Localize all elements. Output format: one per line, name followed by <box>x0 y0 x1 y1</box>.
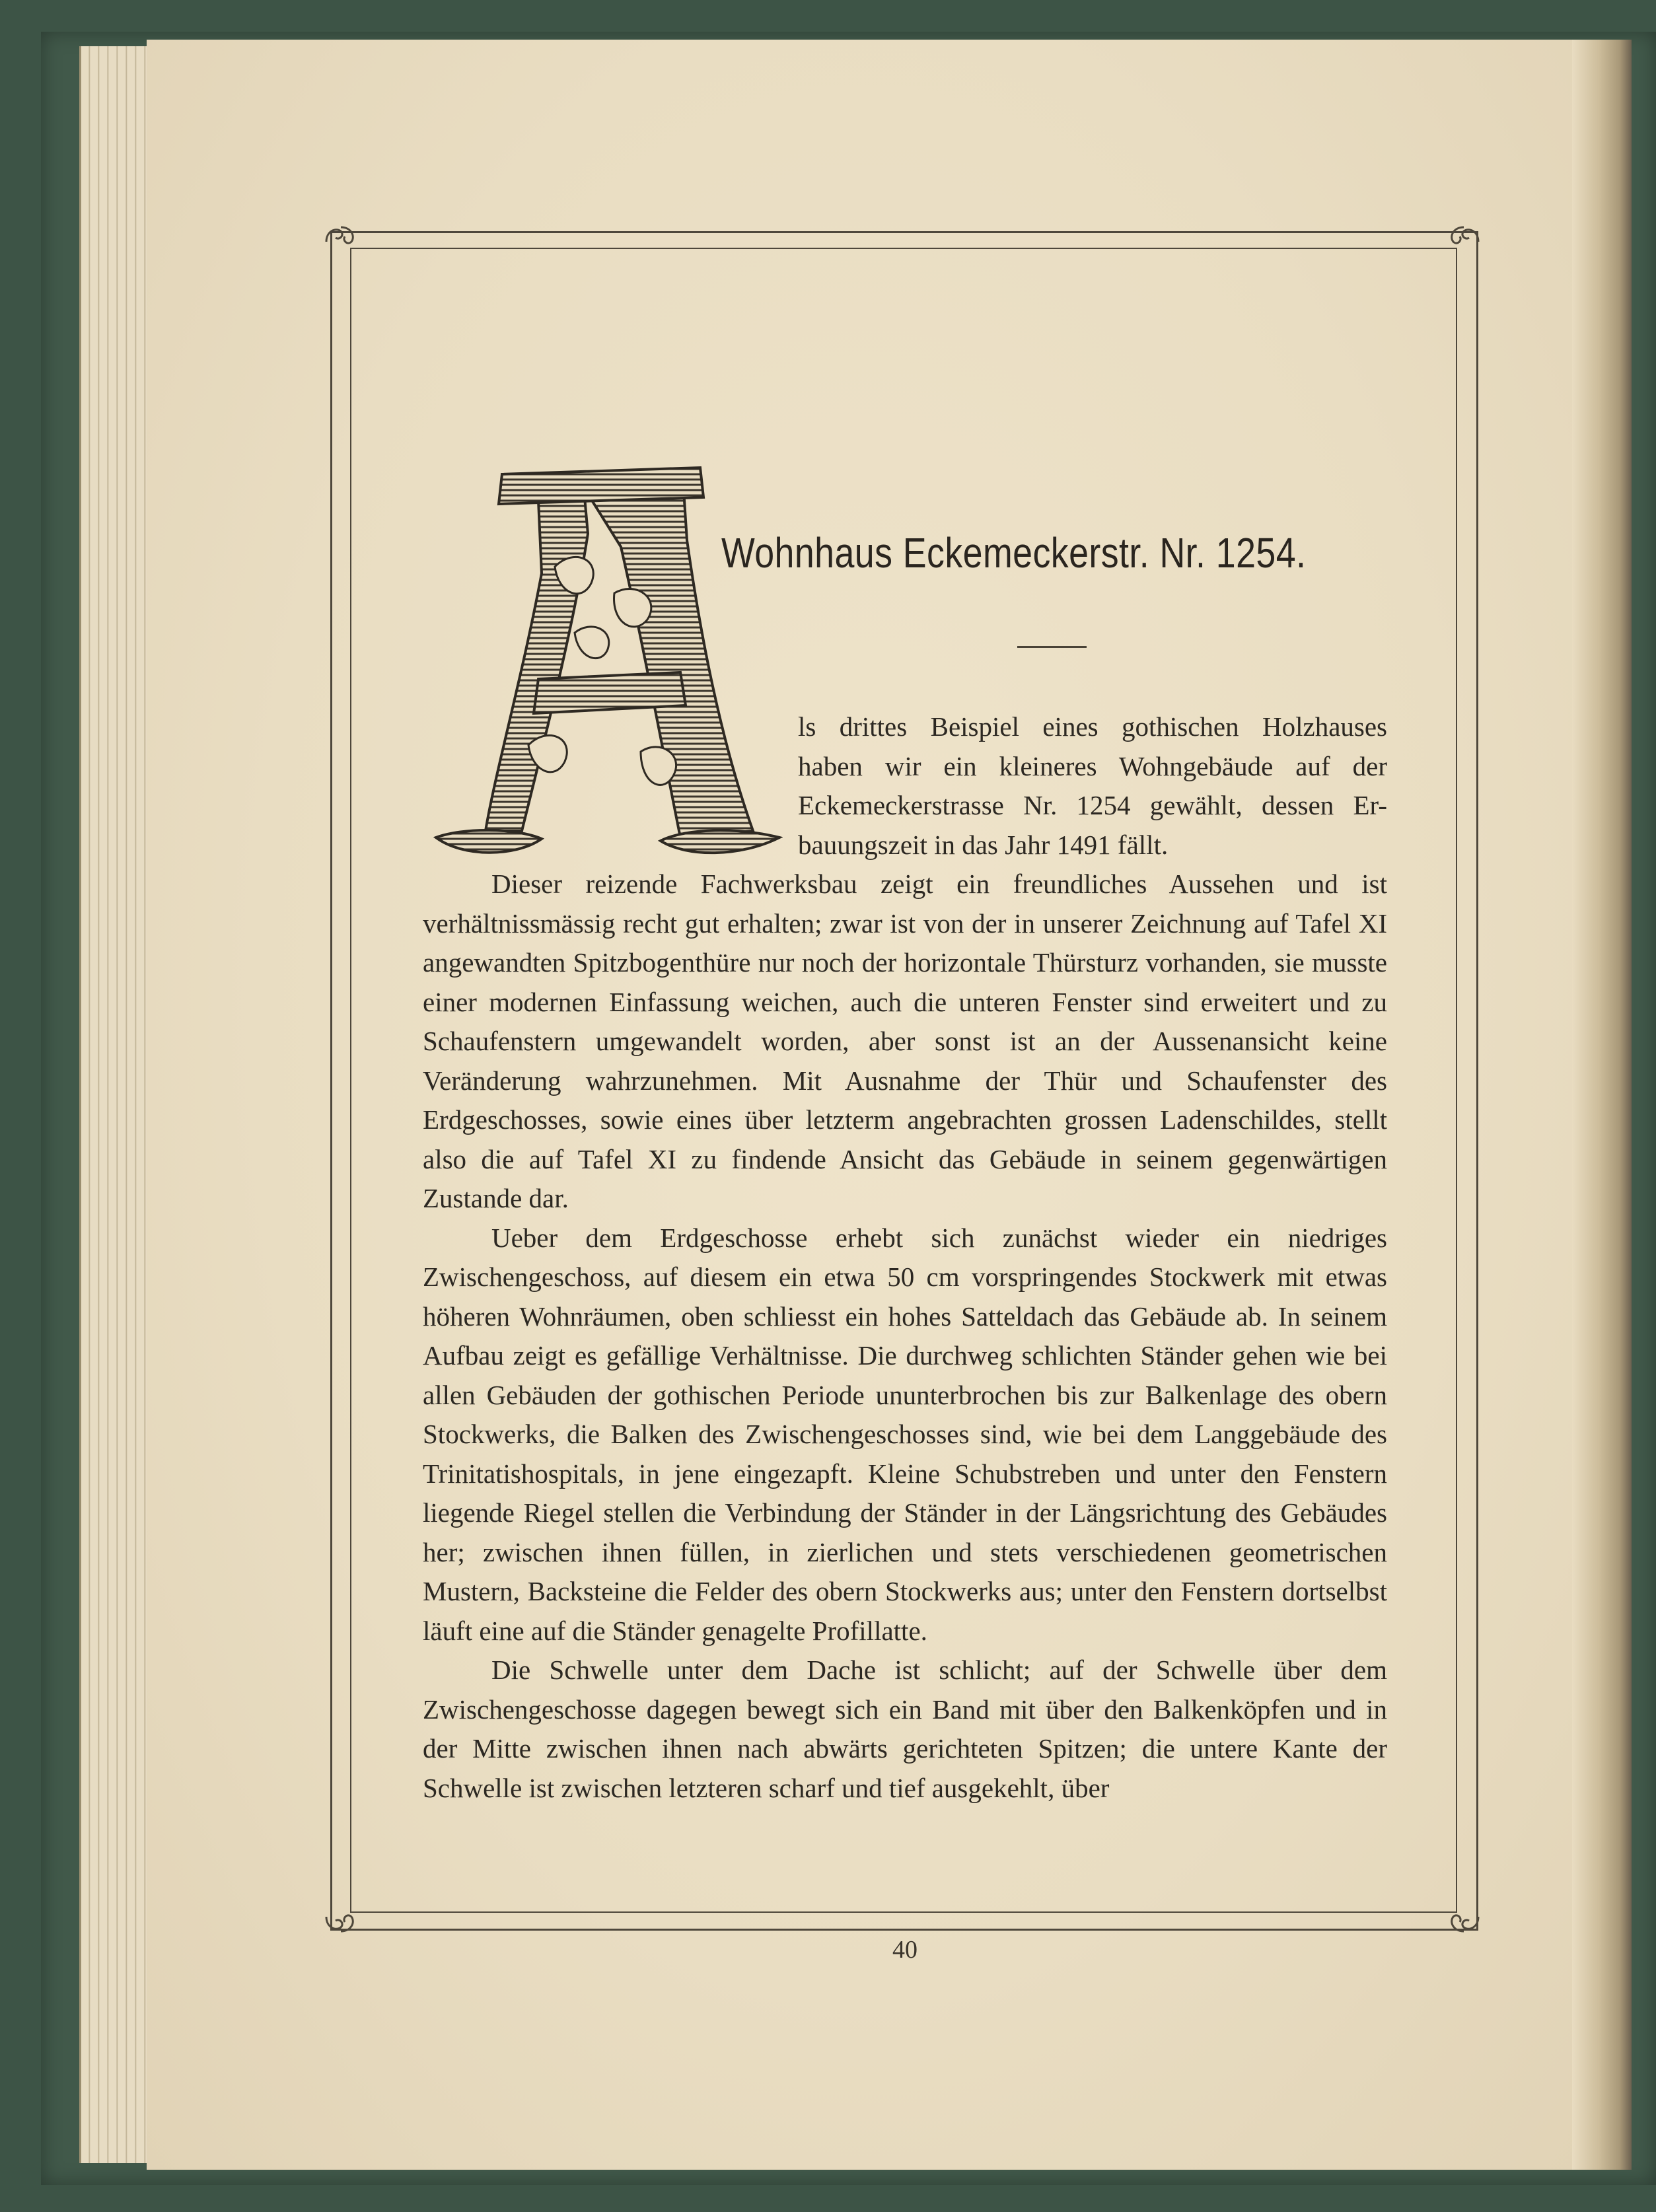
intro-line: haben wir ein kleineres Wohngebäude auf der <box>798 750 1387 781</box>
page-title: Wohnhaus Eckemeckerstr. Nr. 1254. <box>721 529 1307 577</box>
corner-ornament-icon <box>321 1897 361 1937</box>
book-gutter <box>1572 40 1632 2170</box>
title-divider <box>1017 646 1087 648</box>
page-number: 40 <box>892 1936 918 1964</box>
body-text <box>423 865 1387 1808</box>
paragraph: Ueber dem Erdgeschosse erhebt sich zunächst wieder ein niedriges Zwischengeschoss, auf diesem ein etwa 50 cm vorspringendes Stockwerk mit etwas höheren Wohnräumen, oben schliesst ein hohes Satteldach das Gebäude ab. In seinem Aufbau zeigt es gefällige Verhältnisse. Die durchweg schlichten Ständer gehen wie bei allen Gebäuden der gothischen Periode ununterbrochen bis zur Balkenlage des obern Stockwerks, die Balken des Zwischengeschosses sind, wie bei dem Langgebäude des Trinitatishospitals, in jene eingezapft. Kleine Schubstreben und unter den Fenstern liegende Riegel stellen die Verbindung der Ständer in der Längsrichtung des Gebäudes her; zwischen ihnen füllen, in zierlichen und stets verschiedenen geometrischen Mustern, Backsteine die Felder des obern Stockwerks aus; unter den Fenstern dortselbst läuft eine auf die Ständer genagelte Profillatte. <box>423 1222 1387 1646</box>
intro-line: ls drittes Beispiel eines gothischen Holzhauses <box>798 711 1387 742</box>
paragraph: Die Schwelle unter dem Dache ist schlicht; auf der Schwelle über dem Zwischengeschosse dagegen bewegt sich ein Band mit über den Balkenköpfen und in der Mitte zwischen ihnen nach abwärts gerichteten Spitzen; die untere Kante der Schwelle ist zwischen letzteren scharf und tief ausgekehlt, über <box>423 1655 1387 1803</box>
corner-ornament-icon <box>1444 1897 1484 1937</box>
corner-ornament-icon <box>1444 222 1484 262</box>
intro-line: Eckemeckerstrasse Nr. 1254 gewählt, dessen Er- <box>798 790 1387 820</box>
intro-line: bauungszeit in das Jahr 1491 fällt. <box>798 829 1169 860</box>
intro-paragraph <box>798 707 1387 865</box>
decorative-initial-a <box>423 461 783 864</box>
paragraph: Dieser reizende Fachwerksbau zeigt ein freundliches Aussehen und ist verhältnissmässig recht gut erhalten; zwar ist von der in unserer Zeichnung auf Tafel XI angewandten Spitzbogenthüre nur noch der horizontale Thürsturz vorhanden, sie musste einer modernen Einfassung weichen, auch die unteren Fenster sind erweitert und zu Schaufenstern umgewandelt worden, aber sonst ist an der Aussenansicht keine Veränderung wahrzunehmen. Mit Ausnahme der Thür und Schaufenster des Erdgeschosses, sowie eines über letzterm angebrachten grossen Ladenschildes, stellt also die auf Tafel XI zu findende Ansicht das Gebäude in seinem gegenwärtigen Zustande dar. <box>423 869 1387 1213</box>
corner-ornament-icon <box>321 222 361 262</box>
